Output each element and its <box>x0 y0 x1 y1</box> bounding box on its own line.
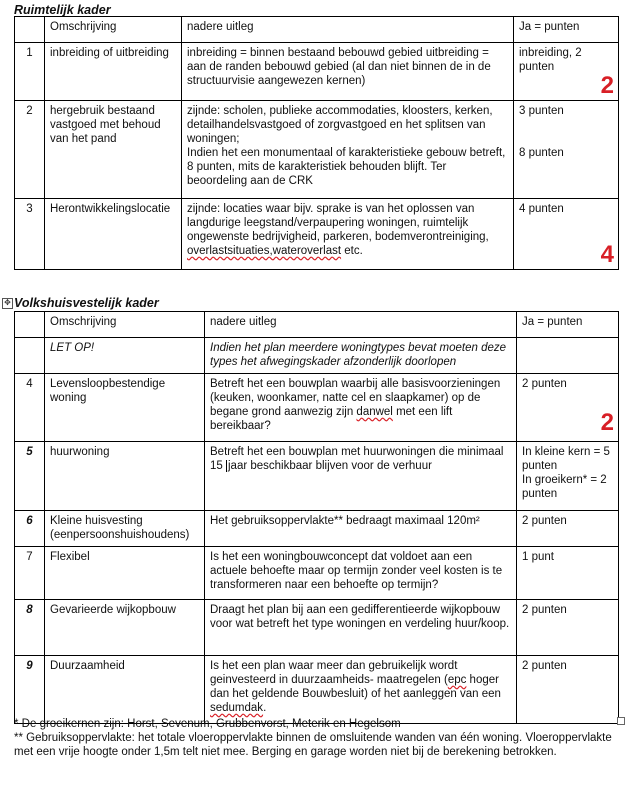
row-omschrijving: Herontwikkelingslocatie <box>45 199 182 270</box>
table-resize-handle-icon[interactable] <box>617 717 625 725</box>
header-num <box>15 17 45 43</box>
row-number: 9 <box>15 656 45 724</box>
note-text: Indien het plan meerdere woningtypes bevat moeten deze types het afwegingskader afzonderlijk doorlopen <box>205 338 517 374</box>
row-uitleg: Betreft het een bouwplan met huurwoningen die minimaal 15 <box>210 446 504 472</box>
row-number: 3 <box>15 199 45 270</box>
row-omschrijving: Kleine huisvesting (eenpersoonshuishoudens) <box>45 511 205 547</box>
row-punten: 2 punten <box>522 378 567 390</box>
row-punten: 1 punt <box>517 547 619 600</box>
row-punten-cell <box>514 199 619 270</box>
row-omschrijving: Gevarieerde wijkopbouw <box>45 600 205 656</box>
row-punten-groeikern: In groeikern* = 2 punten <box>522 474 607 500</box>
footnote-gebruiksoppervlakte: ** Gebruiksoppervlakte: het totale vloeroppervlakte binnen de omsluitende wanden van één woning. Vloeroppervlakte met een vrije hoogte onder 1,5m telt niet mee. Berging en garage worden niet bij de berekening betrokken. <box>14 732 612 758</box>
header-punten: Ja = punten <box>514 17 619 43</box>
header-uitleg: nadere uitleg <box>205 312 517 338</box>
row-uitleg-end: met een lift bereikbaar? <box>210 406 453 432</box>
header-uitleg: nadere uitleg <box>182 17 514 43</box>
row-number: 6 <box>15 511 45 547</box>
row-punten-kleine-kern: In kleine kern = 5 punten <box>522 446 610 472</box>
row-uitleg-cell <box>205 656 517 724</box>
spellcheck-word: danwel <box>356 406 393 418</box>
row-punten-monument: 8 punten <box>519 147 564 159</box>
spellcheck-word: epc <box>447 674 467 686</box>
row-punten: 2 punten <box>517 511 619 547</box>
row-uitleg: Is het een woningbouwconcept dat voldoet aan een actuele behoefte maar op termijn zonder veel kosten is te transformeren naar een behoefte op termijn? <box>205 547 517 600</box>
row-punten: 3 punten <box>519 105 564 117</box>
table-row <box>15 600 619 656</box>
handwritten-score: 2 <box>600 72 614 99</box>
table-row <box>15 511 619 547</box>
row-number: 7 <box>15 547 45 600</box>
note-label: LET OP! <box>45 338 205 374</box>
row-omschrijving: inbreiding of uitbreiding <box>45 43 182 101</box>
spellcheck-word: overlastsituaties,wateroverlast <box>187 245 342 257</box>
row-omschrijving: huurwoning <box>45 442 205 511</box>
row-number: 1 <box>15 43 45 101</box>
table-ruimtelijk-kader <box>14 16 619 270</box>
row-number: 2 <box>15 101 45 199</box>
row-punten-cell <box>517 442 619 511</box>
header-punten: Ja = punten <box>517 312 619 338</box>
spellcheck-word: sedumdak <box>210 702 264 714</box>
row-omschrijving: Flexibel <box>45 547 205 600</box>
table-move-handle-icon[interactable]: ✥ <box>2 298 13 309</box>
header-omschrijving: Omschrijving <box>45 17 182 43</box>
row-uitleg: Betreft het een bouwplan waarbij alle basisvoorzieningen (keuken, woonkamer, natte cel en slaapkamer) op de begane grond aanwezig zijn <box>210 378 501 418</box>
table-header-row <box>15 17 619 43</box>
row-number: 8 <box>15 600 45 656</box>
section-title-volkshuisvestelijk: Volkshuisvestelijk kader <box>14 296 159 310</box>
row-uitleg: Het gebruiksoppervlakte** bedraagt maximaal 120m² <box>205 511 517 547</box>
table-row <box>15 374 619 442</box>
header-num <box>15 312 45 338</box>
table-row <box>15 442 619 511</box>
table-volkshuisvestelijk-kader <box>14 311 619 724</box>
table-row <box>15 43 619 101</box>
row-uitleg-monument: Indien het een monumentaal of karakteristieke gebouw betreft, 8 punten, mits de karakteristiek behouden blijft. Ter beoordeling aan de CRK <box>187 147 506 187</box>
handwritten-score: 4 <box>600 241 614 268</box>
table-note-row <box>15 338 619 374</box>
row-uitleg-mid: hoger dan het geldende Bouwbesluit) of het aanleggen van een <box>210 674 501 700</box>
row-punten: inbreiding, 2 punten <box>519 47 582 73</box>
row-uitleg-cell <box>182 199 514 270</box>
header-omschrijving: Omschrijving <box>45 312 205 338</box>
row-punten: 4 punten <box>519 203 564 215</box>
row-omschrijving: Levensloopbestendige woning <box>45 374 205 442</box>
row-uitleg: inbreiding = binnen bestaand bebouwd gebied uitbreiding = aan de randen bebouwd gebied (al dan niet binnen de in de structuurvisie aangewezen kernen) <box>182 43 514 101</box>
row-uitleg: Draagt het plan bij aan een gedifferentieerde wijkopbouw voor wat betreft het type woningen en verdeling huur/koop. <box>205 600 517 656</box>
row-punten: 2 punten <box>517 656 619 724</box>
row-uitleg-cell <box>205 442 517 511</box>
row-punten-cell <box>514 101 619 199</box>
footnotes <box>14 717 618 759</box>
row-punten-cell <box>514 43 619 101</box>
row-omschrijving: Duurzaamheid <box>45 656 205 724</box>
table-header-row <box>15 312 619 338</box>
row-uitleg-cell <box>205 374 517 442</box>
row-number: 4 <box>15 374 45 442</box>
row-uitleg-cell <box>182 101 514 199</box>
footnote-groeikernen: * De groeikernen zijn: Horst, Sevenum, Grubbenvorst, Meterik en Hegelsom <box>14 718 401 730</box>
row-uitleg-cont: jaar beschikbaar blijven voor de verhuur <box>228 460 432 472</box>
table-row <box>15 547 619 600</box>
table-row <box>15 101 619 199</box>
table-row <box>15 199 619 270</box>
handwritten-score: 2 <box>600 409 614 436</box>
row-uitleg: zijnde: scholen, publieke accommodaties, kloosters, kerken, detailhandelsvastgoed of zorgvastgoed en het splitsen van woningen; <box>187 105 493 145</box>
row-uitleg-end: . <box>263 702 267 714</box>
row-punten: 2 punten <box>517 600 619 656</box>
row-uitleg-end: etc. <box>341 245 363 257</box>
row-punten-cell <box>517 374 619 442</box>
row-uitleg: zijnde: locaties waar bijv. sprake is van het oplossen van langdurige leegstand/verpaupering woningen, ruimtelijk ongewenste bedrijvigheid, parkeren, bodemverontreiniging, <box>187 203 489 243</box>
section-title-ruimtelijk: Ruimtelijk kader <box>14 3 111 17</box>
row-number: 5 <box>15 442 45 511</box>
row-omschrijving: hergebruik bestaand vastgoed met behoud van het pand <box>45 101 182 199</box>
row-uitleg: Is het een plan waar meer dan gebruikelijk wordt geinvesteerd in duurzaamheids- maatregelen ( <box>210 660 458 686</box>
table-row <box>15 656 619 724</box>
